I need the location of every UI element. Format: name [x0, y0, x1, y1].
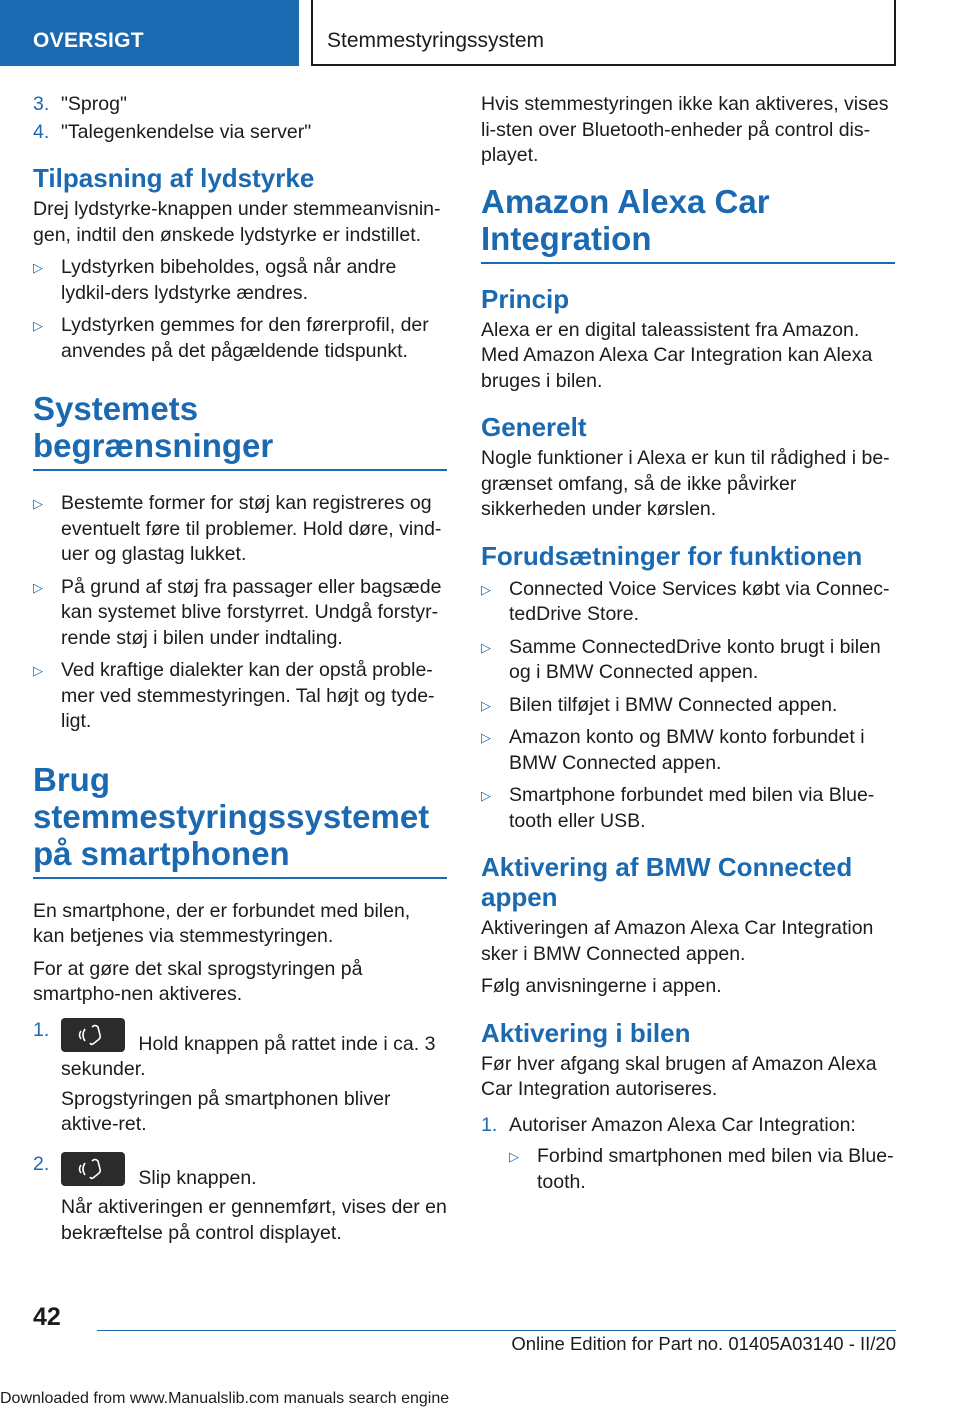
- paragraph: Alexa er en digital taleassistent fra Amazon. Med Amazon Alexa Car Integration kan Alexa bruges i bilen.: [481, 318, 873, 392]
- right-column: [481, 92, 895, 1209]
- heading-smartphone: Brug stemmestyringssystemet på smartphonen: [33, 761, 447, 879]
- triangle-right-icon: ▷: [481, 581, 491, 597]
- step-item: 1. Hold knappen på rattet inde i ca. 3 sekunder. Sprogstyringen på smartphonen bliver aktive-ret.: [33, 1018, 436, 1135]
- list-item: ▷ Connected Voice Services købt via Connec-tedDrive Store.: [481, 577, 890, 625]
- list-item: ▷ Lydstyrken bibeholdes, også når andre lydkil-ders lydstyrke ændres.: [33, 256, 397, 304]
- triangle-right-icon: ▷: [481, 730, 491, 745]
- paragraph: Drej lydstyrke-knappen under stemmeanvisnin-gen, indtil den ønskede lydstyrke er indstillet.: [33, 198, 441, 246]
- footer-divider: [97, 1330, 896, 1331]
- triangle-right-icon: ▷: [481, 788, 491, 803]
- list-item: 4. "Talegenkendelse via server": [33, 120, 312, 143]
- bullet-list: [509, 1144, 895, 1195]
- triangle-right-icon: ▷: [33, 496, 43, 511]
- list-item: ▷ Smartphone forbundet med bilen via Blue-tooth eller USB.: [481, 784, 875, 832]
- paragraph: Aktiveringen af Amazon Alexa Car Integration sker i BMW Connected appen.: [481, 917, 874, 965]
- heading-principle: Princip: [481, 283, 570, 314]
- heading-alexa: Amazon Alexa Car Integration: [481, 183, 895, 264]
- paragraph: Følg anvisningerne i appen.: [481, 975, 722, 997]
- paragraph: En smartphone, der er forbundet med bilen, kan betjenes via stemmestyringen.: [33, 899, 411, 947]
- paragraph: Før hver afgang skal brugen af Amazon Alexa Car Integration autoriseres.: [481, 1052, 877, 1100]
- list-item: ▷ Samme ConnectedDrive konto brugt i bilen og i BMW Connected appen.: [481, 635, 881, 683]
- triangle-right-icon: ▷: [509, 1149, 519, 1164]
- step-item: 1. Autoriser Amazon Alexa Car Integration: ▷ Forbind smartphonen med bilen via Blue-tooth.: [481, 1113, 895, 1196]
- step-item: 2. Slip knappen. Når aktiveringen er gennemført, vises der en bekræftelse på control displayet.: [33, 1152, 447, 1244]
- triangle-right-icon: ▷: [33, 318, 43, 333]
- step-list: [481, 1113, 895, 1196]
- list-item: 3. "Sprog": [33, 93, 127, 115]
- heading-general: Generelt: [481, 412, 587, 442]
- heading-activation-car: Aktivering i bilen: [481, 1017, 691, 1048]
- triangle-right-icon: ▷: [33, 260, 43, 275]
- page-number: 42: [33, 1303, 61, 1331]
- paragraph: For at gøre det skal sprogstyringen på smartpho-nen aktiveres.: [33, 957, 363, 1005]
- bullet-list: [481, 577, 895, 835]
- triangle-right-icon: ▷: [33, 579, 43, 595]
- bullet-list: [33, 255, 447, 364]
- list-item: ▷ Amazon konto og BMW konto forbundet i BMW Connected appen.: [481, 726, 865, 774]
- watermark: Downloaded from www.Manualslib.com manuals search engine: [0, 1390, 450, 1407]
- paragraph: Hvis stemmestyringen ikke kan aktiveres, vises li-sten over Bluetooth-enheder på control dis-playet.: [481, 93, 889, 166]
- heading-volume: Tilpasning af lydstyrke: [33, 163, 315, 193]
- list-item: ▷ Ved kraftige dialekter kan der opstå proble-mer ved stemmestyringen. Tal højt og tyde-ligt.: [33, 659, 435, 732]
- triangle-right-icon: ▷: [481, 697, 491, 713]
- footer-edition: Online Edition for Part no. 01405A03140 - II/20: [511, 1333, 896, 1354]
- bullet-list: [33, 491, 447, 735]
- triangle-right-icon: ▷: [33, 663, 43, 678]
- triangle-right-icon: ▷: [481, 639, 491, 655]
- list-item: ▷ Bilen tilføjet i BMW Connected appen.: [481, 693, 895, 719]
- list-item: ▷ Bestemte former for støj kan registreres og eventuelt føre til problemer. Hold døre, vind-uer og glastag lukket.: [33, 492, 442, 565]
- voice-button-icon: [61, 1152, 125, 1186]
- step-list: [33, 1018, 447, 1247]
- heading-prerequisites: Forudsætninger for funktionen: [481, 540, 863, 571]
- list-item: ▷ Lydstyrken gemmes for den førerprofil, der anvendes på det pågældende tidspunkt.: [33, 314, 429, 362]
- tab-oversigt[interactable]: OVERSIGT: [0, 0, 299, 66]
- list-item: ▷ Forbind smartphonen med bilen via Blue-tooth.: [509, 1145, 894, 1193]
- paragraph: Nogle funktioner i Alexa er kun til rådighed i be-grænset omfang, så de ikke påvirker sikkerheden under kørslen.: [481, 447, 890, 520]
- list-item: ▷ På grund af støj fra passager eller bagsæde kan systemet blive forstyrret. Undgå forstyr-rende støj i bilen under indtaling.: [33, 575, 442, 649]
- left-column: [33, 92, 447, 1260]
- page-header: [0, 0, 960, 66]
- heading-activation-app: Aktivering af BMW Connected appen: [481, 852, 853, 912]
- voice-button-icon: [61, 1018, 125, 1052]
- section-title: Stemmestyringssystem: [311, 0, 896, 66]
- heading-limits: Systemets begrænsninger: [33, 390, 447, 471]
